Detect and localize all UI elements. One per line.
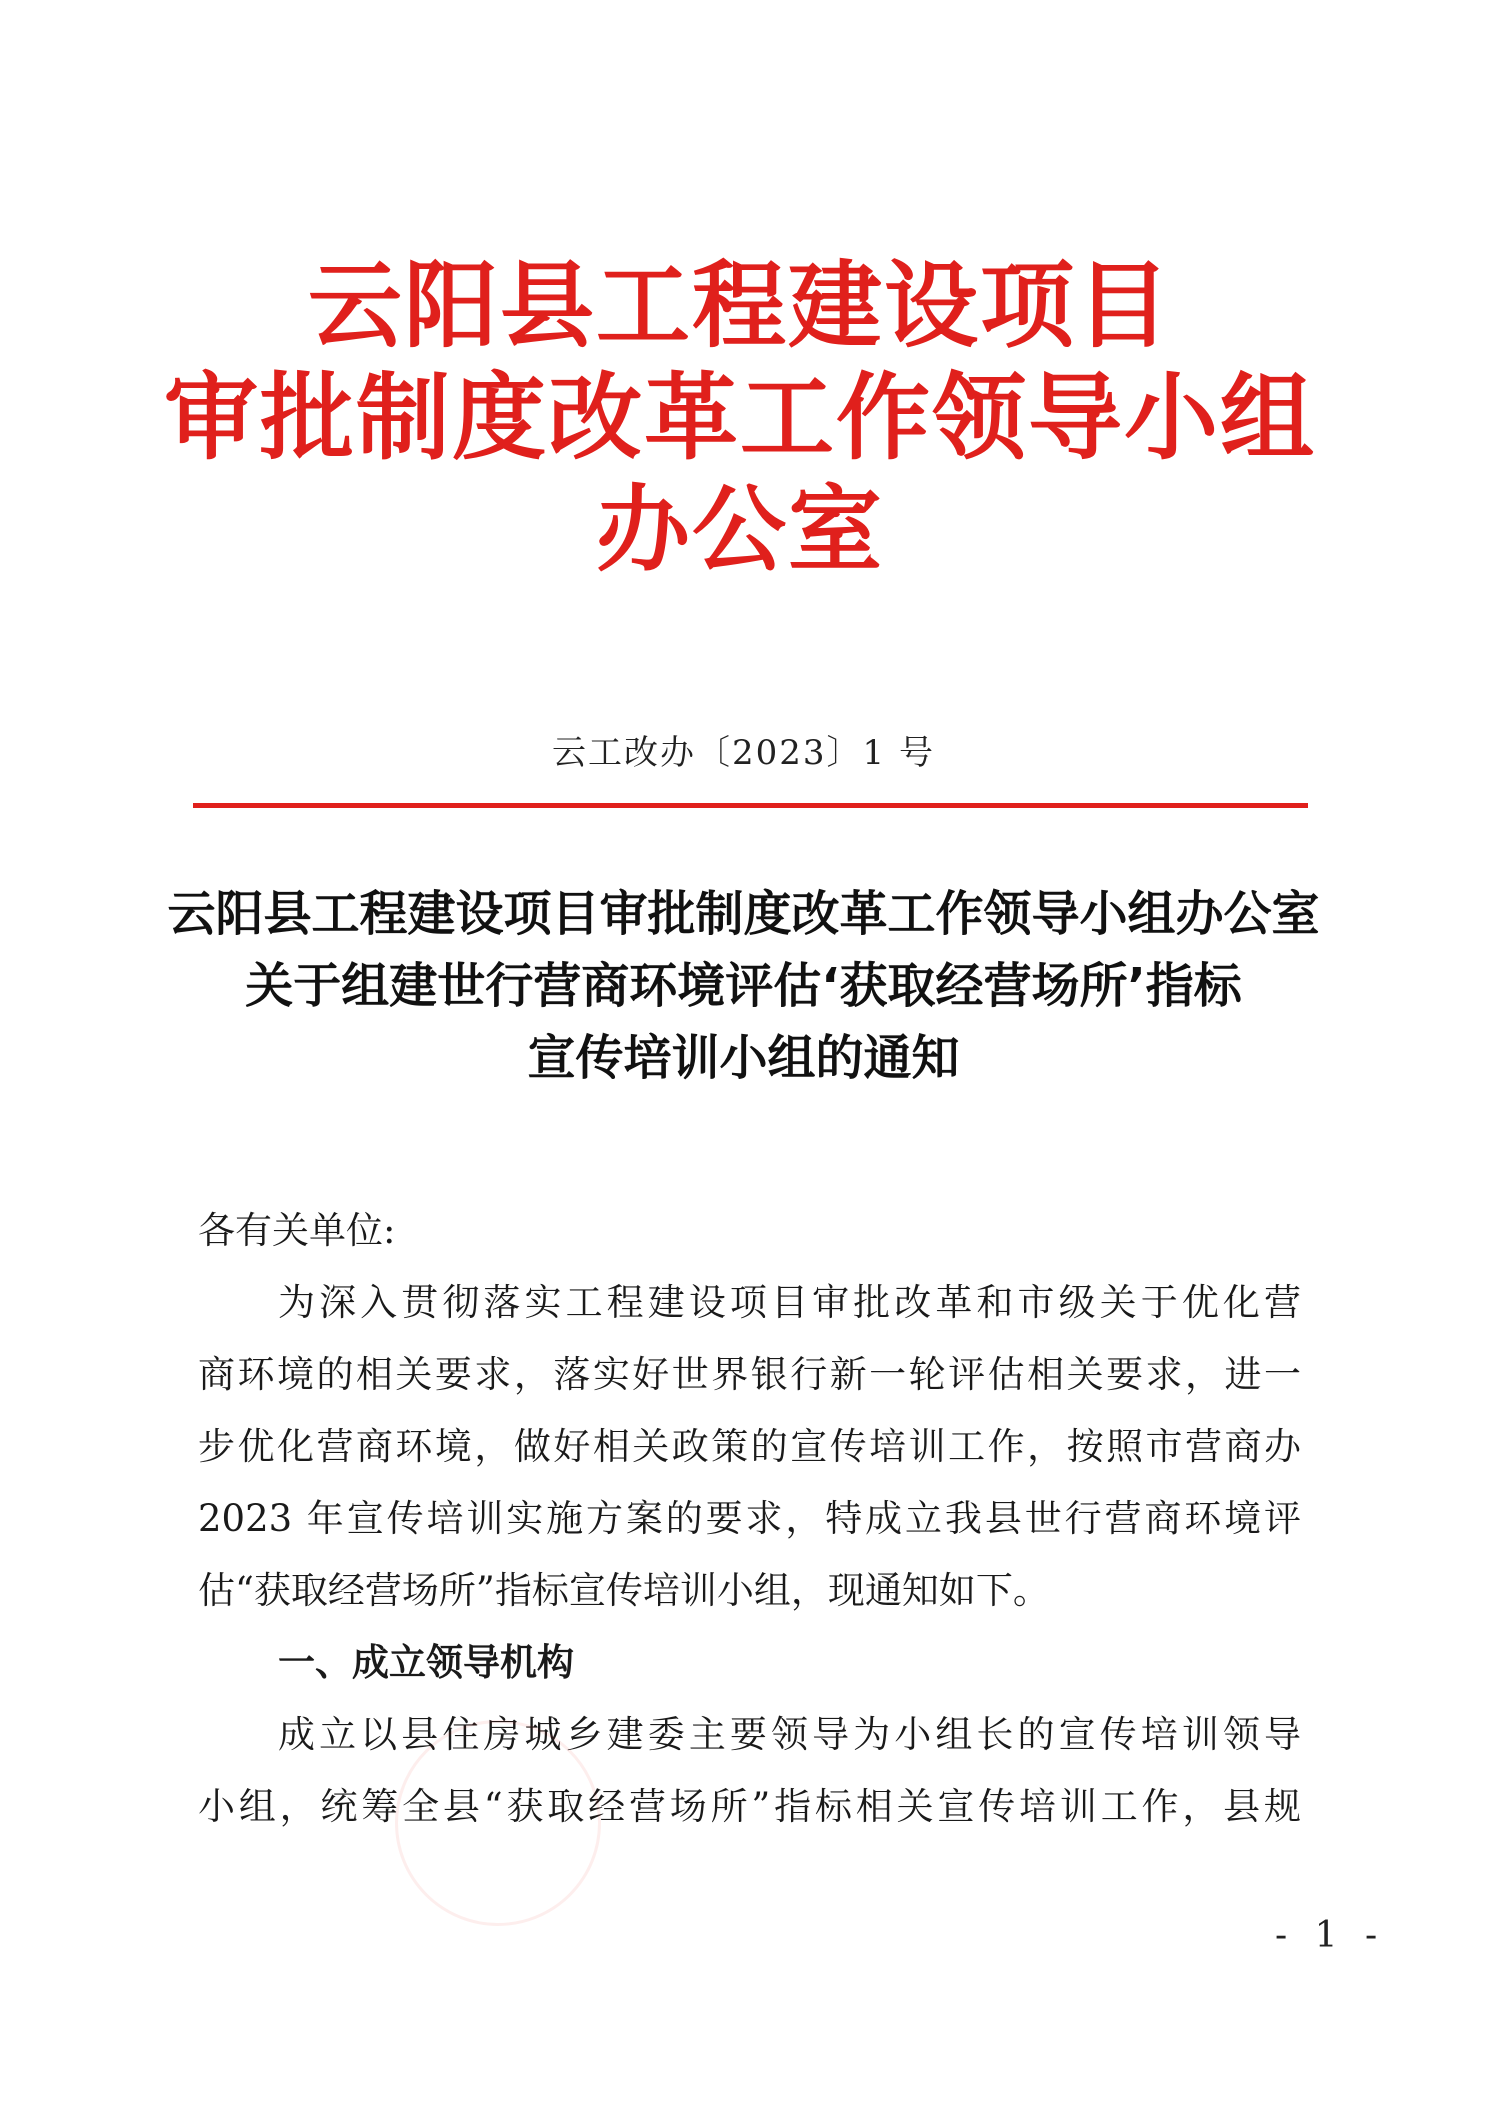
red-divider-line: [193, 803, 1308, 808]
salutation: 各有关单位:: [198, 1209, 396, 1252]
title-line-1: 云阳县工程建设项目审批制度改革工作领导小组办公室: [167, 886, 1320, 942]
document-body: [198, 1195, 1301, 1843]
faint-seal-stamp: [395, 1720, 601, 1926]
title-line-2: 关于组建世行营商环境评估‘获取经营场所’指标: [245, 958, 1242, 1014]
paragraph-1-line: 2023 年宣传培训实施方案的要求，特成立我县世行营商环境评: [198, 1497, 1301, 1540]
paragraph-1-line: 估“获取经营场所”指标宣传培训小组，现通知如下。: [198, 1569, 1050, 1612]
document-number: 云工改办〔2023〕1 号: [552, 733, 935, 773]
document-title: [150, 878, 1337, 1094]
paragraph-1-line: 为深入贯彻落实工程建设项目审批改革和市级关于优化营: [278, 1281, 1301, 1324]
section-heading-1: 一、成立领导机构: [278, 1641, 574, 1684]
paragraph-1-line: 步优化营商环境，做好相关政策的宣传培训工作，按照市营商办: [198, 1425, 1301, 1468]
paragraph-2-line: 成立以县住房城乡建委主要领导为小组长的宣传培训领导: [278, 1713, 1301, 1756]
paragraph-2-line: 小组，统筹全县“获取经营场所”指标相关宣传培训工作，县规: [198, 1785, 1301, 1828]
issuing-authority-header: [150, 250, 1330, 586]
paragraph-1-line: 商环境的相关要求，落实好世界银行新一轮评估相关要求，进一: [198, 1353, 1301, 1396]
header-line-3: 办公室: [595, 475, 884, 585]
page-number: - 1 -: [1275, 1915, 1386, 1956]
header-line-1: 云阳县工程建设项目: [307, 251, 1172, 361]
header-line-2: 审批制度改革工作领导小组: [163, 363, 1316, 473]
title-line-3: 宣传培训小组的通知: [527, 1030, 960, 1086]
paragraph-1: [198, 1267, 1301, 1627]
paragraph-2: [198, 1699, 1301, 1843]
